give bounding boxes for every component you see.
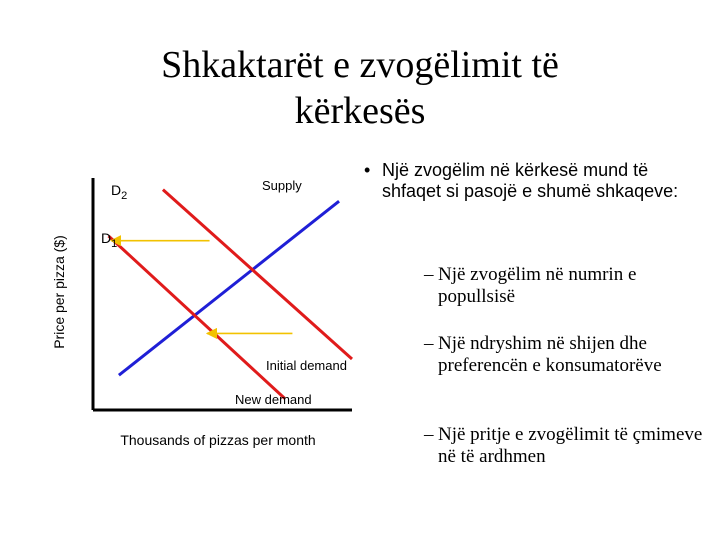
initial-demand-label: Initial demand	[266, 358, 347, 373]
new-demand-label: New demand	[235, 392, 312, 407]
slide-title: Shkaktarët e zvogëlimit të kërkesës	[161, 44, 559, 132]
sub-bullet-marker: –	[424, 333, 434, 354]
d1-label: $D_1$	[101, 230, 118, 250]
x-axis-label: Thousands of pizzas per month	[120, 432, 316, 448]
sub-bullet-marker: –	[424, 424, 434, 445]
main-bullet-text: Një zvogëlim në kërkesë mund të shfaqet si pasojë e shumë shkaqeve:	[382, 160, 679, 201]
sub-bullet-text: Një ndryshim në shijen dhe preferencën e konsumatorëve	[438, 333, 662, 376]
sub-bullet-marker: –	[424, 264, 434, 285]
bullet-marker: •	[364, 160, 371, 180]
new-demand-line	[109, 236, 285, 398]
sub-bullet-text: Një pritje e zvogëlimit të çmimeve në të ardhmen	[438, 424, 703, 467]
supply-label: Supply	[262, 178, 302, 193]
d2-label: $D_2$	[111, 182, 128, 202]
y-axis-label: Price per pizza ($)	[51, 235, 67, 349]
sub-bullet-text: Një zvogëlim në numrin e popullsisë	[438, 264, 637, 307]
supply-line	[119, 201, 339, 375]
shift-arrows	[111, 241, 292, 334]
